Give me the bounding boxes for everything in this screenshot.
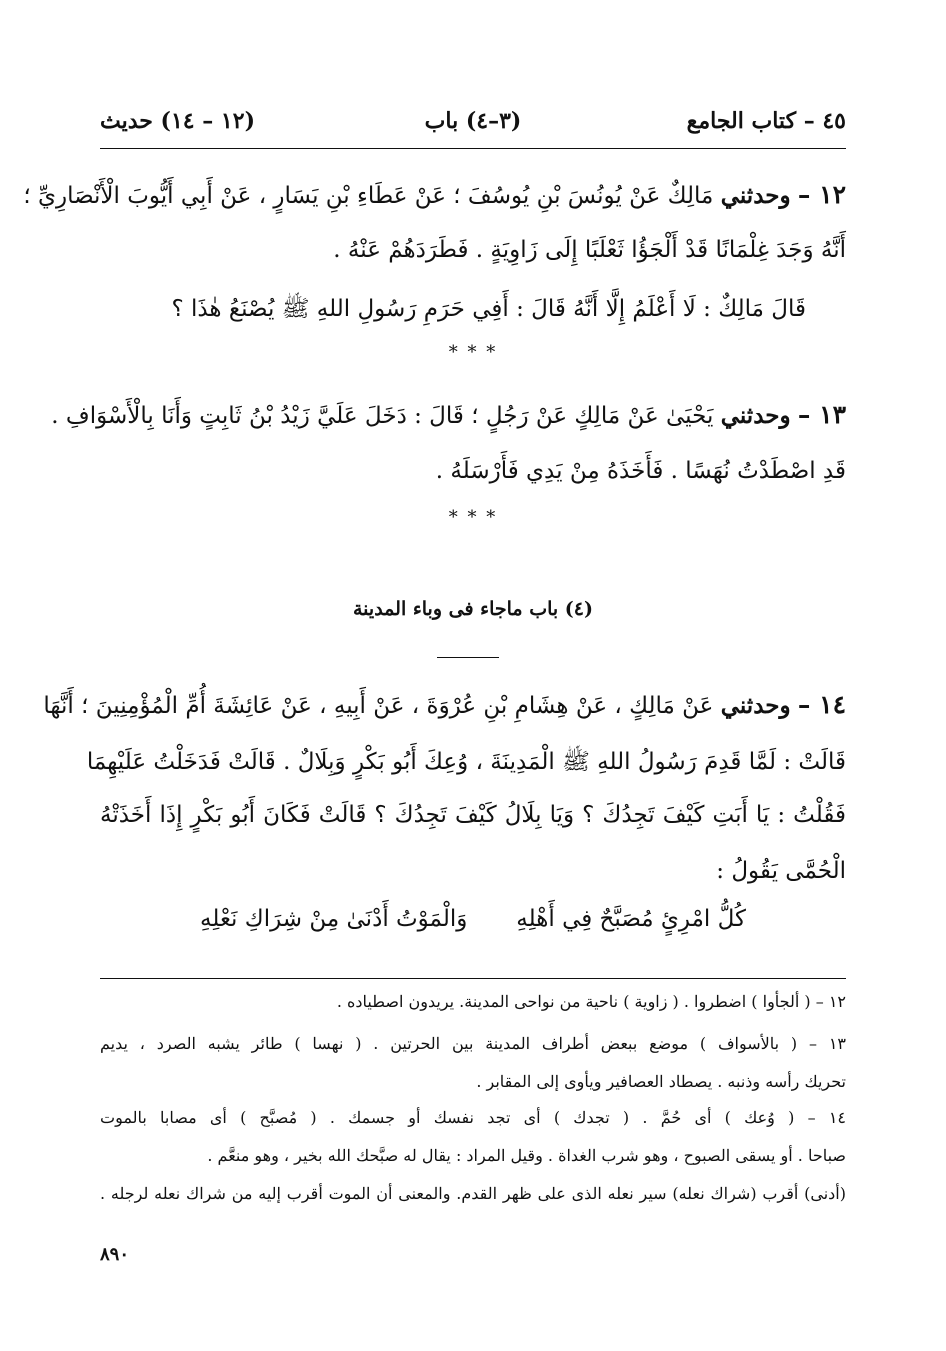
hadith-12-line-2: أَنَّهُ وَجَدَ غِلْمَانًا قَدْ أَلْجَؤُا ثَعْلَبًا إِلَى زَاوِيَةٍ . فَطَرَدَهُمْ عَنْهُ . <box>333 237 846 263</box>
page-number: ٨٩٠ <box>100 1244 130 1265</box>
hadith-13-lead: وحدثني <box>720 402 791 429</box>
hadith-12-lead: وحدثني <box>720 182 791 209</box>
hadith-14-line-2: قَالَتْ : لَمَّا قَدِمَ رَسُولُ اللهِ ﷺ الْمَدِينَةَ ، وُعِكَ أَبُو بَكْرٍ وَبِلَالٌ . قَالَتْ فَدَخَلْتُ عَلَيْهِمَا <box>86 749 846 775</box>
hadith-range: (١٢ – ١٤) حديث <box>100 108 255 134</box>
footnote-14-line-3: (أدنى) أقرب (شراك نعله) سير نعله الذى على ظهر القدم. والمعنى أن الموت أقرب إليه من شراك نعله لرجله . <box>100 1184 846 1203</box>
footnote-14-line-1: ١٤ – ( وُعك ) أى حُمَّ . ( تجدك ) أى تجد نفسك أو جسمك . ( مُصبَّح ) أى مصابا بالموت <box>100 1108 847 1127</box>
verse-hemistich-2: وَالْمَوْتُ أَدْنَىٰ مِنْ شِرَاكِ نَعْلِهِ <box>200 906 468 932</box>
hadith-12-number: ١٢ – <box>797 180 846 209</box>
poem-verse <box>200 906 746 932</box>
hadith-14-line-1 <box>43 690 846 719</box>
hadith-14-number: ١٤ – <box>797 690 846 719</box>
hadith-14-line-3: فَقُلْتُ : يَا أَبَتِ كَيْفَ تَجِدُكَ ؟ وَيَا بِلَالُ كَيْفَ تَجِدُكَ ؟ قَالَتْ فَكَانَ أَبُو بَكْرٍ إِذَا أَخَذَتْهُ <box>100 802 846 828</box>
hadith-13-line-1 <box>51 400 846 429</box>
chapter-reference: (٣–٤) باب <box>424 108 522 134</box>
hadith-14-text-1: عَنْ مَالِكٍ ، عَنْ هِشَامِ بْنِ عُرْوَةَ ، عَنْ أَبِيهِ ، عَنْ عَائِشَةَ أُمِّ الْمُؤْمِنِينَ ؛ أَنَّهَا <box>43 693 714 719</box>
footnote-14-line-2: صباحا . أو يسقى الصبوح ، وهو شرب الغداة . وقيل المراد : يقال له صبَّحك الله بخير ، وهو منعَّم . <box>207 1146 846 1165</box>
footnote-12: ١٢ – ( ألجأوا ) اضطروا . ( زاوية ) ناحية من نواحى المدينة. يريدون اصطياده . <box>336 992 846 1011</box>
chapter-rule <box>437 657 499 658</box>
hadith-12-text-1: مَالِكٌ عَنْ يُونُسَ بْنِ يُوسُفَ ؛ عَنْ عَطَاءِ بْنِ يَسَارٍ ، عَنْ أَبِي أَيُّوبَ الْأَنْصَارِيِّ ؛ <box>23 183 714 209</box>
footnote-13-line-2: تحريك رأسه وذنبه . يصطاد العصافير ويأوى إلى المقابر . <box>476 1072 846 1091</box>
book-title: ٤٥ – كتاب الجامع <box>686 108 846 134</box>
separator-stars-2: * * * <box>448 507 498 528</box>
hadith-12-line-3: قَالَ مَالِكٌ : لَا أَعْلَمُ إِلَّا أَنَّهُ قَالَ : أَفِي حَرَمِ رَسُولِ اللهِ ﷺ يُصْنَعُ هٰذَا ؟ <box>171 296 806 322</box>
footnote-rule <box>100 978 846 979</box>
hadith-14-line-4: الْحُمَّى يَقُولُ : <box>716 858 846 884</box>
separator-stars-1: * * * <box>448 342 498 363</box>
running-head <box>100 108 846 144</box>
hadith-14-lead: وحدثني <box>720 692 791 719</box>
footnote-13-line-1: ١٣ – ( بالأسواف ) موضع ببعض أطراف المدينة بين الحرتين . ( نهسا ) طائر يشبه الصرد ، يديم <box>100 1034 846 1053</box>
verse-hemistich-1: كُلُّ امْرِئٍ مُصَبَّحٌ فِي أَهْلِهِ <box>516 906 746 932</box>
hadith-12-line-1 <box>23 180 846 209</box>
header-rule <box>100 148 846 149</box>
chapter-title: (٤) باب ماجاء فى وباء المدينة <box>352 598 594 620</box>
hadith-13-text-1: يَحْيَىٰ عَنْ مَالِكٍ عَنْ رَجُلٍ ؛ قَالَ : دَخَلَ عَلَيَّ زَيْدُ بْنُ ثَابِتٍ وَأَنَا بِالْأَسْوَافِ . <box>51 403 714 429</box>
hadith-13-number: ١٣ – <box>797 400 846 429</box>
hadith-13-line-2: قَدِ اصْطَدْتُ نُهَسًا . فَأَخَذَهُ مِنْ يَدِي فَأَرْسَلَهُ . <box>435 458 846 484</box>
